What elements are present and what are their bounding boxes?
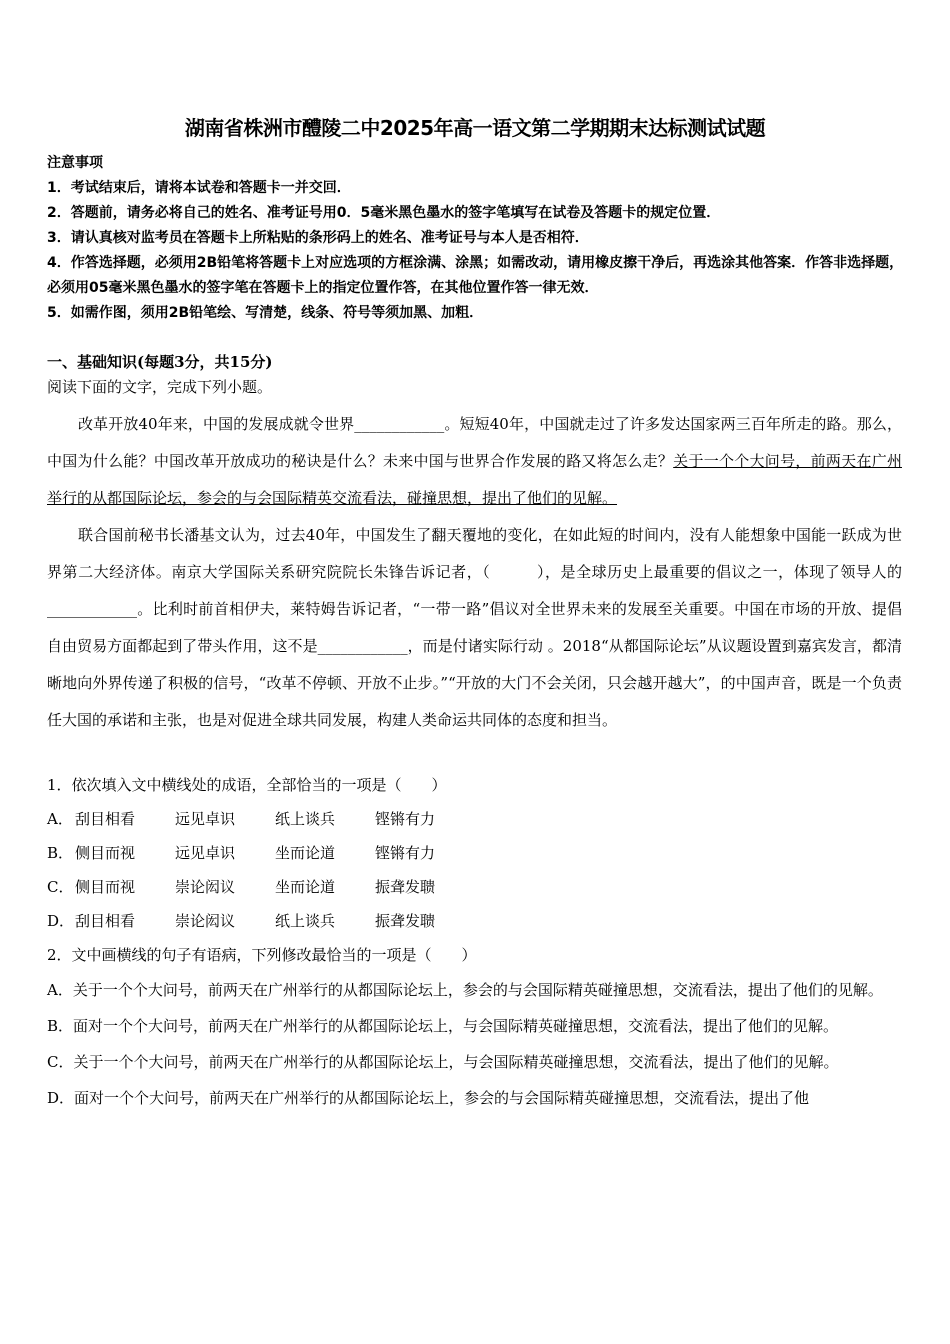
section-heading: 一、基础知识(每题3分，共15分) [47,353,273,371]
question-2-stem: 2．文中画横线的句子有语病，下列修改最恰当的一项是（ ） [47,946,477,964]
option-word: 坐而论道 [275,844,336,862]
question-2-option-b: B．面对一个个大问号，前两天在广州举行的从都国际论坛上，与会国际精英碰撞思想，交流看法，提出了他们的见解。 [47,1017,839,1035]
underlined-sentence: 关于一个个大问号，前两天在广州举行的从都国际论坛，参会的与会国际精英交流看法，碰撞思想，提出了他们的见解。 [47,452,902,507]
option-word: 崇论闳议 [175,912,236,930]
question-1-option-d [47,904,902,938]
option-letter: C． [47,878,74,896]
notes-item: 5．如需作图，须用2B铅笔绘、写清楚，线条、符号等须加黑、加粗． [47,305,484,321]
option-word: 刮目相看 [75,912,136,930]
passage-text: 改革开放40年来，中国的发展成就令世界____________。短短40年，中国就走过了许多发达国家两三百年所走的路。那么，中国为什么能？中国改革开放成功的秘诀是什么？未来中国与世界合作发展的路又将怎么走？ [47,415,902,470]
reading-passage [47,406,902,739]
option-word: 刮目相看 [75,810,136,828]
option-letter: D． [47,912,75,930]
notes-item: 1．考试结束后，请将本试卷和答题卡一并交回． [47,180,351,196]
reading-instruction: 阅读下面的文字，完成下列小题。 [47,378,273,396]
passage-paragraph-2: 联合国前秘书长潘基文认为，过去40年，中国发生了翻天覆地的变化，在如此短的时间内，没有人能想象中国能一跃成为世界第二大经济体。南京大学国际关系研究院院长朱锋告诉记者，（ ），是全球历史上最重要的倡议之一，体现了领导人的____________。比利时前首相伊夫，莱特姆告诉记者，“一带一路”倡议对全世界未来的发展至关重要。中国在市场的开放、提倡自由贸易方面都起到了带头作用，这不是____________，而是付诸实际行动 。2018“从都国际论坛”从议题设置到嘉宾发言，都清晰地向外界传递了积极的信号，“改革不停顿、开放不止步。”“开放的大门不会关闭，只会越开越大”，的中国声音，既是一个负责任大国的承诺和主张，也是对促进全球共同发展，构建人类命运共同体的态度和担当。 [47,526,902,729]
question-2-option-d: D．面对一个个大问号，前两天在广州举行的从都国际论坛上，参会的与会国际精英碰撞思想，交流看法，提出了他 [47,1089,810,1107]
questions-block [47,768,902,1116]
question-2-option-c: C．关于一个个大问号，前两天在广州举行的从都国际论坛上，与会国际精英碰撞思想，交流看法，提出了他们的见解。 [47,1053,839,1071]
option-word: 崇论闳议 [175,878,236,896]
question-1-option-a [47,802,902,836]
question-2-option-a: A．关于一个个大问号，前两天在广州举行的从都国际论坛上，参会的与会国际精英碰撞思想，交流看法，提出了他们的见解。 [47,981,883,999]
option-word: 侧目而视 [75,878,136,896]
option-word: 振聋发聩 [375,912,436,930]
notes-block [47,151,907,326]
option-word: 纸上谈兵 [275,810,336,828]
option-word: 纸上谈兵 [275,912,336,930]
passage-paragraph-1 [47,406,902,517]
notes-item: 3．请认真核对监考员在答题卡上所粘贴的条形码上的姓名、准考证号与本人是否相符． [47,230,589,246]
exam-title: 湖南省株洲市醴陵二中2025年高一语文第二学期期末达标测试试题 [184,116,766,140]
option-letter: B． [47,844,74,862]
option-word: 远见卓识 [175,844,236,862]
notes-heading: 注意事项 [47,155,103,171]
option-word: 铿锵有力 [375,844,436,862]
option-word: 铿锵有力 [375,810,436,828]
notes-item: 2．答题前，请务必将自己的姓名、准考证号用0．5毫米黑色墨水的签字笔填写在试卷及答题卡的规定位置． [47,205,721,221]
option-word: 侧目而视 [75,844,136,862]
question-1-option-c [47,870,902,904]
option-word: 远见卓识 [175,810,236,828]
option-word: 振聋发聩 [375,878,436,896]
question-1-option-b [47,836,902,870]
option-letter: A． [47,810,73,828]
question-1-stem: 1．依次填入文中横线处的成语，全部恰当的一项是（ ） [47,776,447,794]
option-word: 坐而论道 [275,878,336,896]
notes-item: 4．作答选择题，必须用2B铅笔将答题卡上对应选项的方框涂满、涂黑；如需改动，请用橡皮擦干净后，再选涂其他答案．作答非选择题，必须用05毫米黑色墨水的签字笔在答题卡上的指定位置作答，在其他位置作答一律无效． [47,255,904,296]
